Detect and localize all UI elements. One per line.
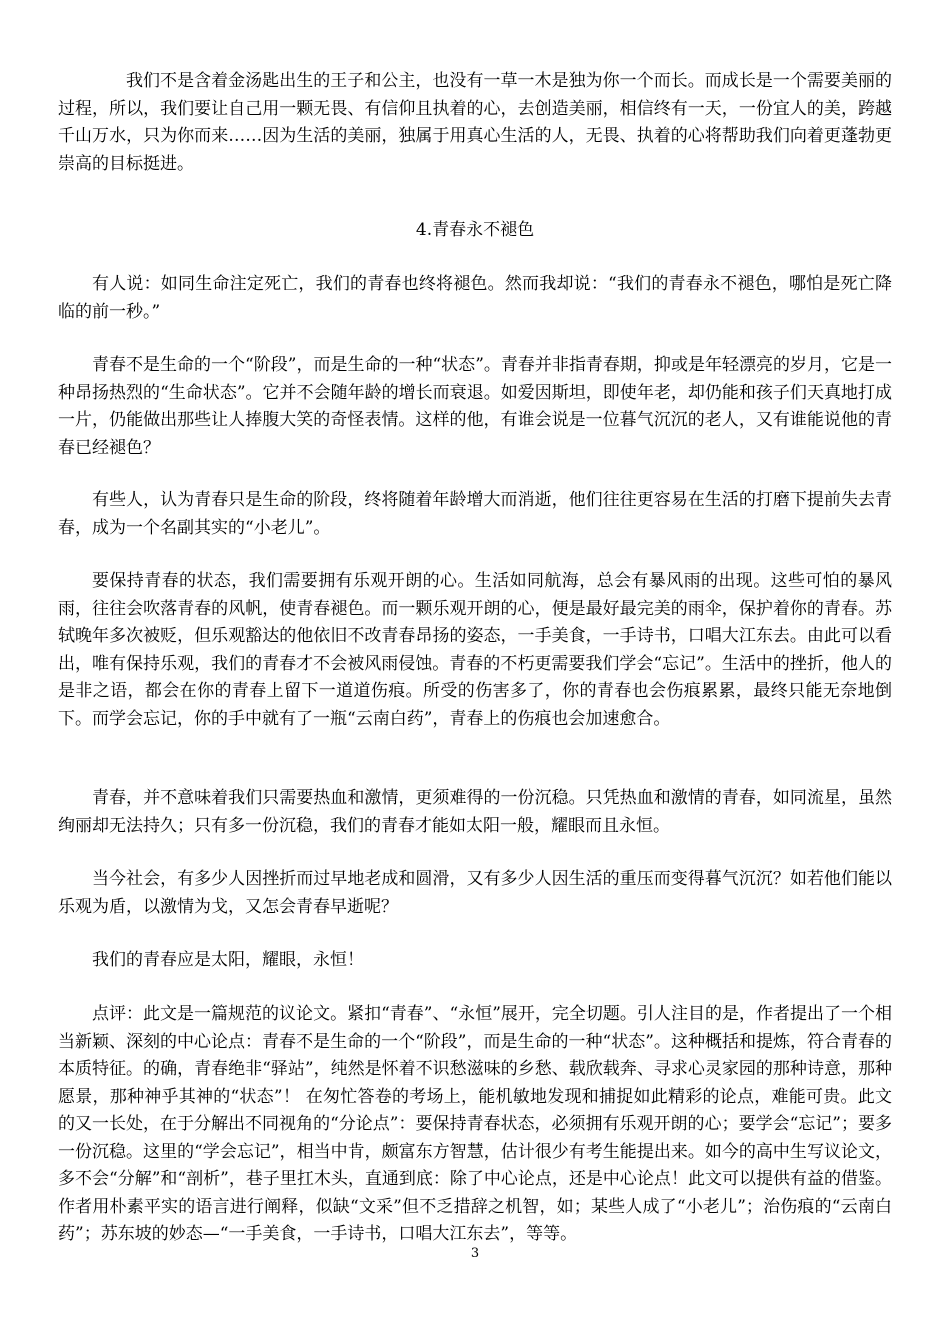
section-heading: 4.青春永不褪色 [415, 220, 535, 240]
paragraph-society: 当今社会，有多少人因挫折而过早地老成和圆滑，又有多少人因生活的重压而变得暮气沉沉？如若他们能以乐观为盾，以激情为戈，又怎会青春早逝呢？ [58, 869, 892, 917]
paragraph-intro: 我们不是含着金汤匙出生的王子和公主，也没有一草一木是独为你一个而长。而成长是一个需要美丽的过程，所以，我们要让自己用一颗无畏、有信仰且执着的心，去创造美丽，相信终有一天，一份宜人的美，跨越千山万水，只为你而来……因为生活的美丽，独属于用真心生活的人，无畏、执着的心将帮助我们向着更蓬勃更崇高的目标挺进。 [58, 71, 892, 174]
paragraph-opening: 有人说：如同生命注定死亡，我们的青春也终将褪色。然而我却说：“我们的青春永不褪色，哪怕是死亡降临的前一秒。” [58, 274, 892, 322]
paragraph-thesis: 青春不是生命的一个“阶段”，而是生命的一种“状态”。青春并非指青春期，抑或是年轻漂亮的岁月，它是一种昂扬热烈的“生命状态”。它并不会随年龄的增长而衰退。如爱因斯坦，即使年老，却仍能和孩子们天真地打成一片，仍能做出那些让人捧腹大笑的奇怪表情。这样的他，有谁会说是一位暮气沉沉的老人，又有谁能说他的青春已经褪色？ [58, 355, 892, 458]
paragraph-aging: 有些人，认为青春只是生命的阶段，终将随着年龄增大而消逝，他们往往更容易在生活的打磨下提前失去青春，成为一个名副其实的“小老儿”。 [58, 490, 892, 538]
page-number: 3 [470, 1246, 480, 1261]
paragraph-conclusion: 我们的青春应是太阳，耀眼，永恒！ [92, 950, 364, 970]
paragraph-optimism: 要保持青春的状态，我们需要拥有乐观开朗的心。生活如同航海，总会有暴风雨的出现。这些可怕的暴风雨，往往会吹落青春的风帆，使青春褪色。而一颗乐观开朗的心，便是最好最完美的雨伞，保护着你的青春。苏轼晚年多次被贬，但乐观豁达的他依旧不改青春昂扬的姿态，一手美食，一手诗书，口唱大江东去。由此可以看出，唯有保持乐观，我们的青春才不会被风雨侵蚀。青春的不朽更需要我们学会“忘记”。生活中的挫折，他人的是非之语，都会在你的青春上留下一道道伤痕。所受的伤害多了，你的青春也会伤痕累累，最终只能无奈地倒下。而学会忘记，你的手中就有了一瓶“云南白药”，青春上的伤痕也会加速愈合。 [58, 571, 892, 729]
paragraph-commentary: 点评：此文是一篇规范的议论文。紧扣“青春”、“永恒”展开，完全切题。引人注目的是，作者提出了一个相当新颖、深刻的中心论点：青春不是生命的一个“阶段”，而是生命的一种“状态”。这种概括和提炼，符合青春的本质特征。的确，青春绝非“驿站”，纯然是怀着不识愁滋味的乡愁、载欣载奔、寻求心灵家园的那种诗意，那种愿景，那种神乎其神的“状态”！ 在匆忙答卷的考场上，能机敏地发现和捕捉如此精彩的论点，难能可贵。此文的又一长处，在于分解出不同视角的“分论点”：要保持青春状态，必须拥有乐观开朗的心；要学会“忘记”；要多一份沉稳。这里的“学会忘记”，相当中肯，颇富东方智慧，估计很少有考生能提出来。如今的高中生写议论文，多不会“分解”和“剖析”，巷子里扛木头，直通到底：除了中心论点，还是中心论点！此文可以提供有益的借鉴。作者用朴素平实的语言进行阐释，似缺“文采”但不乏措辞之机智，如；某些人成了“小老儿”；治伤痕的“云南白药”；苏东坡的妙态—“一手美食，一手诗书，口唱大江东去”，等等。 [58, 1004, 892, 1244]
paragraph-steadiness: 青春，并不意味着我们只需要热血和激情，更须难得的一份沉稳。只凭热血和激情的青春，如同流星，虽然绚丽却无法持久；只有多一份沉稳，我们的青春才能如太阳一般，耀眼而且永恒。 [58, 788, 892, 836]
